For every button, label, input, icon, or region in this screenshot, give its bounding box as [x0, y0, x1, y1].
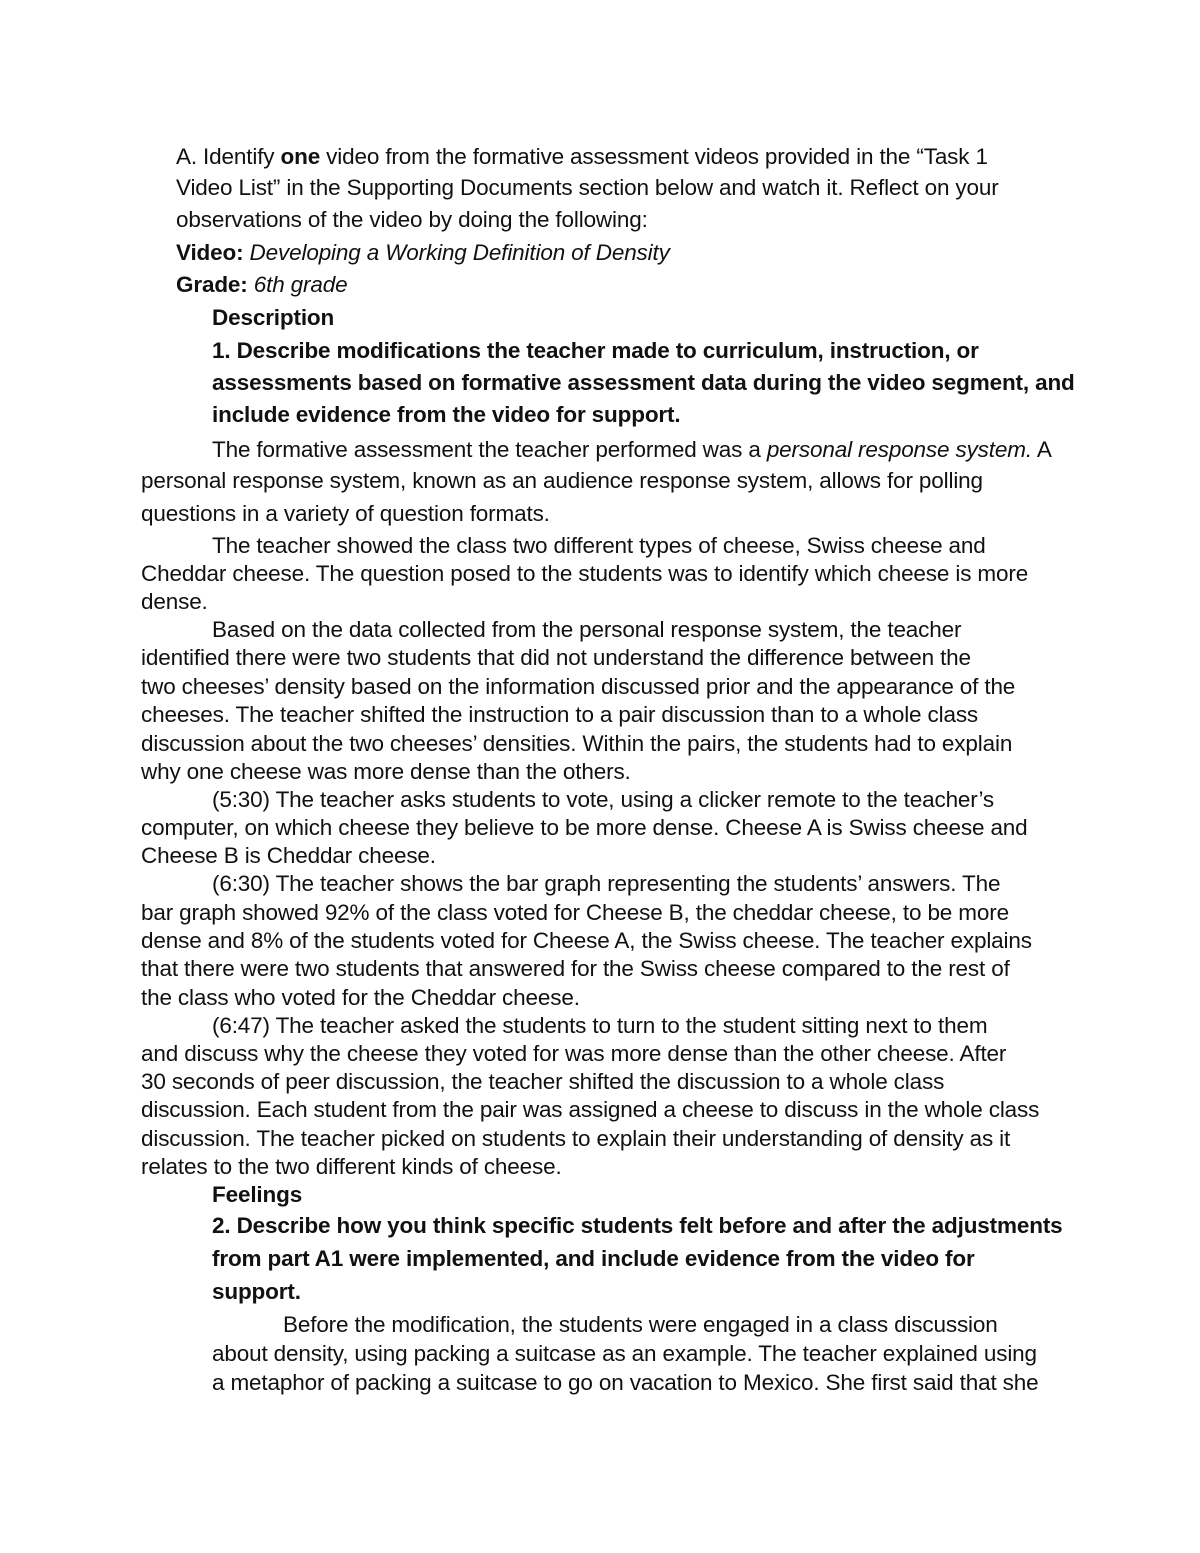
paragraph-4-line-1: (5:30) The teacher asks students to vote, using a clicker remote to the teacher’s [212, 787, 995, 812]
paragraph-5-line-5: the class who voted for the Cheddar cheese. [141, 985, 580, 1010]
paragraph-6-line-6: relates to the two different kinds of cheese. [141, 1154, 562, 1179]
paragraph-7-line-2: about density, using packing a suitcase as an example. The teacher explained using [212, 1341, 1037, 1366]
intro-emphasis: one [280, 144, 321, 169]
video-label: Video: [176, 240, 244, 265]
paragraph-4-line-3: Cheese B is Cheddar cheese. [141, 843, 436, 868]
paragraph-6-line-2: and discuss why the cheese they voted for was more dense than the other cheese. After [141, 1041, 1007, 1066]
paragraph-5-line-2: bar graph showed 92% of the class voted for Cheese B, the cheddar cheese, to be more [141, 900, 1009, 925]
paragraph-2-line-1: The teacher showed the class two different types of cheese, Swiss cheese and [212, 533, 986, 558]
paragraph-6-line-3: 30 seconds of peer discussion, the teacher shifted the discussion to a whole class [141, 1069, 945, 1094]
paragraph-1-line-2: personal response system, known as an audience response system, allows for polling [141, 468, 983, 493]
question-2-line-1: 2. Describe how you think specific students felt before and after the adjustments [212, 1213, 1063, 1238]
feelings-heading: Feelings [212, 1182, 303, 1207]
grade-label: Grade: [176, 272, 248, 297]
description-heading: Description [212, 305, 335, 330]
intro-line-3: observations of the video by doing the following: [176, 207, 648, 232]
paragraph-7-line-1: Before the modification, the students were engaged in a class discussion [283, 1312, 998, 1337]
intro-line-2: Video List” in the Supporting Documents section below and watch it. Reflect on your [176, 175, 999, 200]
intro-text: A. Identify [176, 144, 281, 169]
question-2-line-2: from part A1 were implemented, and include evidence from the video for [212, 1246, 975, 1271]
paragraph-6-line-5: discussion. The teacher picked on students to explain their understanding of density as it [141, 1126, 1011, 1151]
paragraph-1-line-1 [212, 436, 1052, 464]
paragraph-7-line-3: a metaphor of packing a suitcase to go on vacation to Mexico. She first said that she [212, 1370, 1039, 1395]
paragraph-3-line-5: discussion about the two cheeses’ densities. Within the pairs, the students had to explain [141, 731, 1013, 756]
question-1-line-2: assessments based on formative assessment data during the video segment, and [212, 370, 1075, 395]
grade-value: 6th grade [247, 272, 348, 297]
question-1-line-1: 1. Describe modifications the teacher made to curriculum, instruction, or [212, 338, 979, 363]
intro-text: video from the formative assessment videos provided in the “Task 1 [320, 144, 988, 169]
paragraph-5-line-1: (6:30) The teacher shows the bar graph representing the students’ answers. The [212, 871, 1001, 896]
paragraph-3-line-6: why one cheese was more dense than the others. [141, 759, 631, 784]
paragraph-6-line-4: discussion. Each student from the pair was assigned a cheese to discuss in the whole class [141, 1097, 1040, 1122]
intro-line-1 [176, 143, 988, 171]
paragraph-text: A [1031, 437, 1052, 462]
paragraph-2-line-3: dense. [141, 589, 208, 614]
paragraph-3-line-3: two cheeses’ density based on the information discussed prior and the appearance of the [141, 674, 1016, 699]
paragraph-6-line-1: (6:47) The teacher asked the students to turn to the student sitting next to them [212, 1013, 988, 1038]
paragraph-3-line-1: Based on the data collected from the personal response system, the teacher [212, 617, 962, 642]
question-1-line-3: include evidence from the video for support. [212, 402, 681, 427]
question-2-line-3: support. [212, 1279, 301, 1304]
paragraph-2-line-2: Cheddar cheese. The question posed to the students was to identify which cheese is more [141, 561, 1029, 586]
paragraph-3-line-2: identified there were two students that did not understand the difference between the [141, 645, 971, 670]
paragraph-emphasis: personal response system. [766, 437, 1032, 462]
paragraph-1-line-3: questions in a variety of question formats. [141, 501, 550, 526]
paragraph-5-line-3: dense and 8% of the students voted for Cheese A, the Swiss cheese. The teacher explains [141, 928, 1032, 953]
video-title: Developing a Working Definition of Density [243, 240, 670, 265]
video-line [176, 239, 670, 267]
paragraph-3-line-4: cheeses. The teacher shifted the instruction to a pair discussion than to a whole class [141, 702, 979, 727]
paragraph-4-line-2: computer, on which cheese they believe to be more dense. Cheese A is Swiss cheese and [141, 815, 1028, 840]
paragraph-text: The formative assessment the teacher performed was a [212, 437, 767, 462]
paragraph-5-line-4: that there were two students that answered for the Swiss cheese compared to the rest of [141, 956, 1010, 981]
grade-line [176, 271, 347, 299]
